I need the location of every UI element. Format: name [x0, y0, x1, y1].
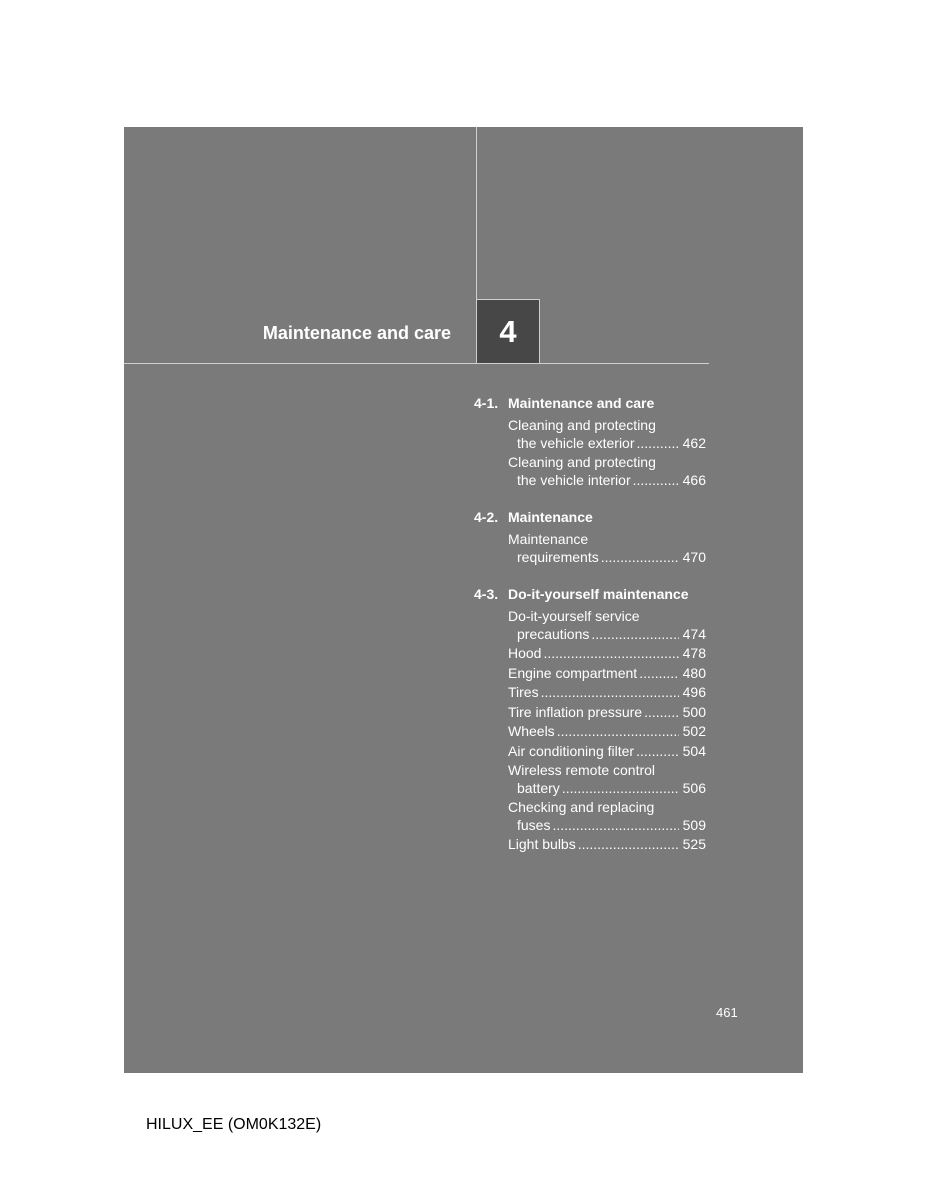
vertical-divider [476, 127, 477, 300]
entry-title-line2: battery [517, 779, 560, 796]
toc-entry[interactable] [474, 743, 706, 761]
entry-title-line2-row [508, 780, 706, 798]
entry-title: Air conditioning filter [508, 742, 635, 759]
dot-leader [637, 435, 679, 453]
entry-title-line1: Checking and replacing [508, 799, 655, 815]
section-number: 4-3. [474, 586, 499, 602]
entry-title-line2: requirements [517, 548, 599, 565]
dot-leader [591, 626, 678, 644]
toc-entry[interactable] [474, 645, 706, 663]
section-heading[interactable] [474, 395, 706, 415]
section-number: 4-2. [474, 509, 499, 525]
dot-leader [639, 665, 678, 683]
dot-leader [543, 645, 678, 663]
entry-title-line1: Cleaning and protecting [508, 417, 656, 433]
dot-leader [562, 780, 679, 798]
entry-page-number: 474 [682, 625, 706, 642]
entry-title-line2: fuses [517, 816, 551, 833]
dot-leader [644, 704, 679, 722]
entry-page-number: 462 [682, 434, 706, 451]
toc-entry[interactable] [474, 454, 706, 489]
dot-leader [633, 472, 679, 490]
entry-row [508, 704, 706, 722]
section-number: 4-1. [474, 395, 499, 411]
section-gap [474, 491, 706, 509]
entry-title-line1: Wireless remote control [508, 762, 656, 778]
dot-leader [578, 836, 679, 854]
entry-title: Engine compartment [508, 664, 638, 681]
entry-title: Hood [508, 645, 542, 661]
toc-entry[interactable] [474, 608, 706, 643]
entry-page-number: 502 [682, 723, 706, 739]
entry-title-line2: the vehicle interior [517, 471, 631, 488]
toc-entry[interactable] [474, 417, 706, 452]
dot-leader [601, 549, 679, 567]
entry-title-line2-row [508, 626, 706, 644]
toc-entry[interactable] [474, 684, 706, 702]
section-title: Maintenance [508, 509, 593, 525]
entry-title-line1: Maintenance [508, 531, 589, 547]
entry-row [508, 743, 706, 761]
entry-title-line2-row [508, 435, 706, 453]
section-title: Maintenance and care [508, 395, 655, 411]
entry-row [508, 684, 706, 702]
section-title: Do-it-yourself maintenance [508, 586, 689, 602]
table-of-contents [474, 395, 706, 856]
dot-leader [636, 743, 679, 761]
entry-title: Tire inflation pressure [508, 703, 643, 720]
toc-entry[interactable] [474, 723, 706, 741]
entry-title: Wheels [508, 723, 555, 739]
section-heading[interactable] [474, 509, 706, 529]
chapter-title: Maintenance and care [262, 323, 451, 343]
entry-page-number: 480 [682, 664, 706, 681]
entry-row [508, 836, 706, 854]
entry-title-line1: Cleaning and protecting [508, 454, 656, 470]
entry-row [508, 665, 706, 683]
dot-leader [552, 817, 678, 835]
horizontal-divider [124, 363, 709, 364]
toc-entry[interactable] [474, 762, 706, 797]
section-gap [474, 568, 706, 586]
toc-entry[interactable] [474, 531, 706, 566]
entry-page-number: 500 [682, 703, 706, 720]
toc-entry[interactable] [474, 836, 706, 854]
entry-page-number: 504 [682, 742, 706, 759]
entry-title-line2-row [508, 472, 706, 490]
toc-entry[interactable] [474, 665, 706, 683]
page-number: 461 [716, 1005, 738, 1020]
dot-leader [557, 723, 679, 741]
entry-page-number: 506 [682, 779, 706, 796]
dot-leader [541, 684, 679, 702]
entry-row [508, 645, 706, 663]
entry-page-number: 466 [682, 471, 706, 488]
entry-title: Tires [508, 684, 539, 700]
chapter-number-box: 4 [476, 299, 540, 363]
entry-row [508, 723, 706, 741]
entry-page-number: 470 [682, 548, 706, 565]
toc-entry[interactable] [474, 799, 706, 834]
entry-title-line2: the vehicle exterior [517, 434, 635, 451]
entry-title-line2-row [508, 817, 706, 835]
entry-page-number: 478 [682, 645, 706, 661]
entry-page-number: 525 [682, 836, 706, 852]
entry-title-line1: Do-it-yourself service [508, 608, 640, 624]
footer-document-code: HILUX_EE (OM0K132E) [146, 1116, 322, 1133]
entry-title-line2: precautions [517, 625, 590, 642]
entry-title-line2-row [508, 549, 706, 567]
entry-title: Light bulbs [508, 836, 576, 852]
entry-page-number: 509 [682, 816, 706, 833]
toc-entry[interactable] [474, 704, 706, 722]
section-heading[interactable] [474, 586, 706, 606]
entry-page-number: 496 [682, 684, 706, 700]
